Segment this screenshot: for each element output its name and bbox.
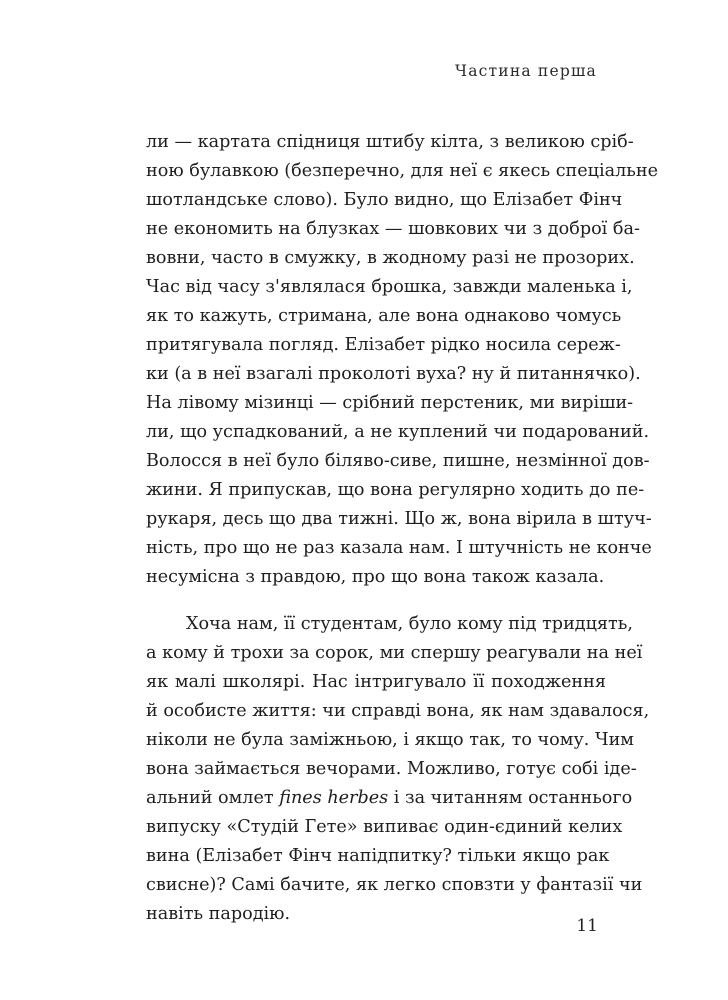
page-number: 11 <box>576 916 598 936</box>
paragraph-spacer <box>146 592 606 610</box>
text-line: а кому й трохи за сорок, ми спершу реагували на неї <box>146 643 643 663</box>
italic-phrase: fines herbes <box>279 788 389 808</box>
text-line: вовни, часто в смужку, в жодному разі не прозорих. <box>146 248 635 268</box>
text-line: ки (а в неї взагалі проколоті вуха? ну й питаннячко). <box>146 364 641 384</box>
text-line: Волосся в неї було біляво-сиве, пишне, незмінної дов- <box>146 451 650 471</box>
text-line: навіть пародію. <box>146 904 291 924</box>
text-line: ність, про що не раз казала нам. І штучність не конче <box>146 538 652 558</box>
text-line: ніколи не була заміжньою, і якщо так, то чому. Чим <box>146 730 634 750</box>
text-line: вина (Елізабет Фінч напідпитку? тільки якщо рак <box>146 846 610 866</box>
text-line: свисне)? Самі бачите, як легко сповзти у фантазії чи <box>146 875 643 895</box>
text-line: не економить на блузках — шовкових чи з доброї ба- <box>146 219 640 239</box>
text-line-mixed <box>146 784 633 813</box>
text-line: випуску «Студій Гете» випиває один-єдиний келих <box>146 817 623 837</box>
text-line: й особисте життя: чи справді вона, як нам здавалося, <box>146 701 650 721</box>
body-text <box>146 128 659 929</box>
text-run: і за читанням останнього <box>388 788 633 808</box>
text-line: На лівому мізинці — срібний перстеник, ми виріши- <box>146 393 634 413</box>
text-line: вона займається вечорами. Можливо, готує собі іде- <box>146 759 637 779</box>
text-run: альний омлет <box>146 788 280 808</box>
text-line: притягувала погляд. Елізабет рідко носила сереж- <box>146 335 621 355</box>
text-line: як то кажуть, стримана, але вона однаково чомусь <box>146 306 622 326</box>
text-line: ли, що успадкований, а не куплений чи подарований. <box>146 422 650 442</box>
text-line: ною булавкою (безперечно, для неї є якесь спеціальне <box>146 161 659 181</box>
text-line: Час від часу з'являлася брошка, завжди маленька і, <box>146 277 633 297</box>
text-line: рукаря, десь що два тижні. Що ж, вона вірила в штуч- <box>146 509 652 529</box>
text-line: як малі школярі. Нас інтригувало її походження <box>146 672 606 692</box>
paragraph-2 <box>146 610 650 929</box>
text-line: жини. Я припускав, що вона регулярно ходить до пе- <box>146 480 645 500</box>
text-line: ли — картата спідниця штибу кілта, з великою сріб- <box>146 132 634 152</box>
running-header: Частина перша <box>455 62 597 80</box>
paragraph-1 <box>146 128 659 592</box>
text-line: шотландське слово). Було видно, що Елізабет Фінч <box>146 190 623 210</box>
text-line: несумісна з правдою, про що вона також казала. <box>146 567 605 587</box>
text-line: Хоча нам, її студентам, було кому під тридцять, <box>186 614 633 634</box>
